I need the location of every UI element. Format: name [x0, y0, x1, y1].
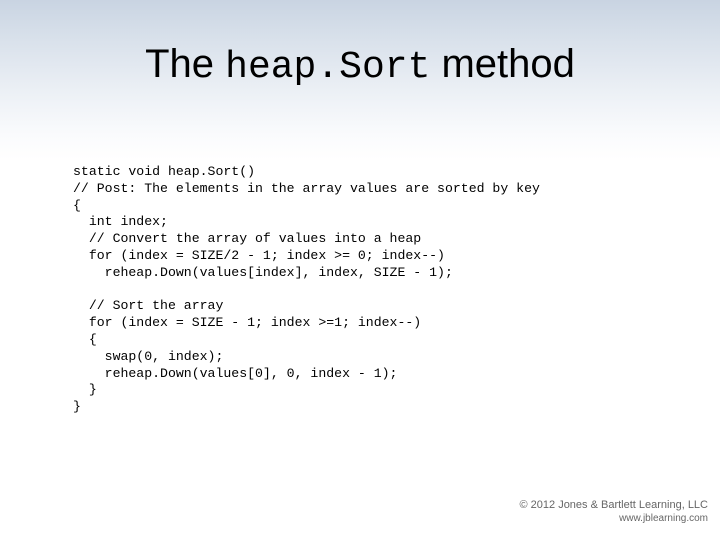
code-block [73, 164, 540, 416]
code-line: { [73, 197, 81, 213]
code-line: } [73, 399, 81, 415]
website-text: www.jblearning.com [619, 513, 708, 524]
slide-title [0, 38, 720, 94]
code-line: { [73, 331, 97, 347]
code-line: // Post: The elements in the array values are sorted by key [73, 180, 540, 196]
code-line: // Convert the array of values into a heap [73, 231, 422, 247]
code-line [73, 282, 540, 299]
title-code: heap.Sort [225, 46, 431, 89]
code-line: // Sort the array [73, 298, 224, 314]
code-line: swap(0, index); [73, 348, 224, 364]
footer [520, 498, 709, 525]
code-line: for (index = SIZE - 1; index >=1; index--) [73, 315, 422, 331]
title-suffix: method [430, 42, 575, 86]
code-line: } [73, 382, 97, 398]
code-line: static void heap.Sort() [73, 164, 256, 179]
code-line: reheap.Down(values[index], index, SIZE - 1); [73, 264, 453, 280]
copyright-notice: © 2012 Jones & Bartlett Learning, LLC [519, 499, 708, 511]
title-prefix: The [145, 42, 226, 86]
code-line: int index; [73, 214, 168, 230]
code-line: for (index = SIZE/2 - 1; index >= 0; index--) [73, 247, 445, 263]
code-line: reheap.Down(values[0], 0, index - 1); [73, 365, 398, 381]
